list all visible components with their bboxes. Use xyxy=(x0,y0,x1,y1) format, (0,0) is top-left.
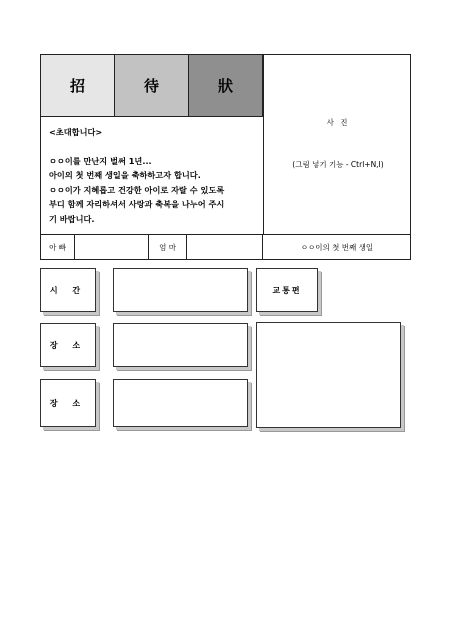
photo-hint: (그림 넣기 기능 - Ctrl+N,I) xyxy=(292,159,384,169)
time-label-box xyxy=(40,268,96,312)
mother-name-field[interactable] xyxy=(187,235,263,260)
message-heading: <초대합니다> xyxy=(49,127,103,137)
event-name: ㅇㅇ이의 첫 번째 생일 xyxy=(300,243,374,252)
title-cell-1 xyxy=(41,55,115,117)
title-char-3: 狀 xyxy=(217,77,233,95)
place2-field[interactable] xyxy=(113,379,248,427)
message-line-3: ㅇㅇ이가 지혜롭고 건강한 아이로 자랄 수 있도록 xyxy=(49,184,225,195)
message-line-5: 기 바랍니다. xyxy=(49,213,95,224)
photo-placeholder[interactable] xyxy=(263,55,411,234)
message-line-1: ㅇㅇ이를 만난지 벌써 1년... xyxy=(49,155,152,166)
invitation-card xyxy=(40,54,411,260)
place-label: 장 소 xyxy=(49,340,87,350)
place2-label-box xyxy=(40,379,96,427)
title-char-1: 招 xyxy=(69,77,85,95)
title-cell-3 xyxy=(189,55,263,117)
photo-title: 사 진 xyxy=(326,117,350,127)
message-line-2: 아이의 첫 번째 생일을 축하하고자 합니다. xyxy=(49,170,201,180)
title-char-2: 待 xyxy=(143,77,159,95)
transport-label: 교통편 xyxy=(272,285,302,295)
invitation-message xyxy=(49,125,259,226)
father-label: 아 빠 xyxy=(41,235,75,260)
father-name-field[interactable] xyxy=(75,235,149,260)
place-label-box xyxy=(40,323,96,367)
parents-row xyxy=(41,234,411,260)
place-field[interactable] xyxy=(113,323,248,367)
time-label: 시 간 xyxy=(49,285,87,295)
transport-field[interactable] xyxy=(256,322,401,428)
title-cell-2 xyxy=(115,55,189,117)
place2-label: 장 소 xyxy=(49,398,87,408)
message-line-4: 부디 함께 자리하셔서 사랑과 축복을 나누어 주시 xyxy=(49,199,225,209)
transport-label-box xyxy=(256,268,318,312)
time-field[interactable] xyxy=(113,268,248,312)
mother-label: 엄 마 xyxy=(149,235,187,260)
